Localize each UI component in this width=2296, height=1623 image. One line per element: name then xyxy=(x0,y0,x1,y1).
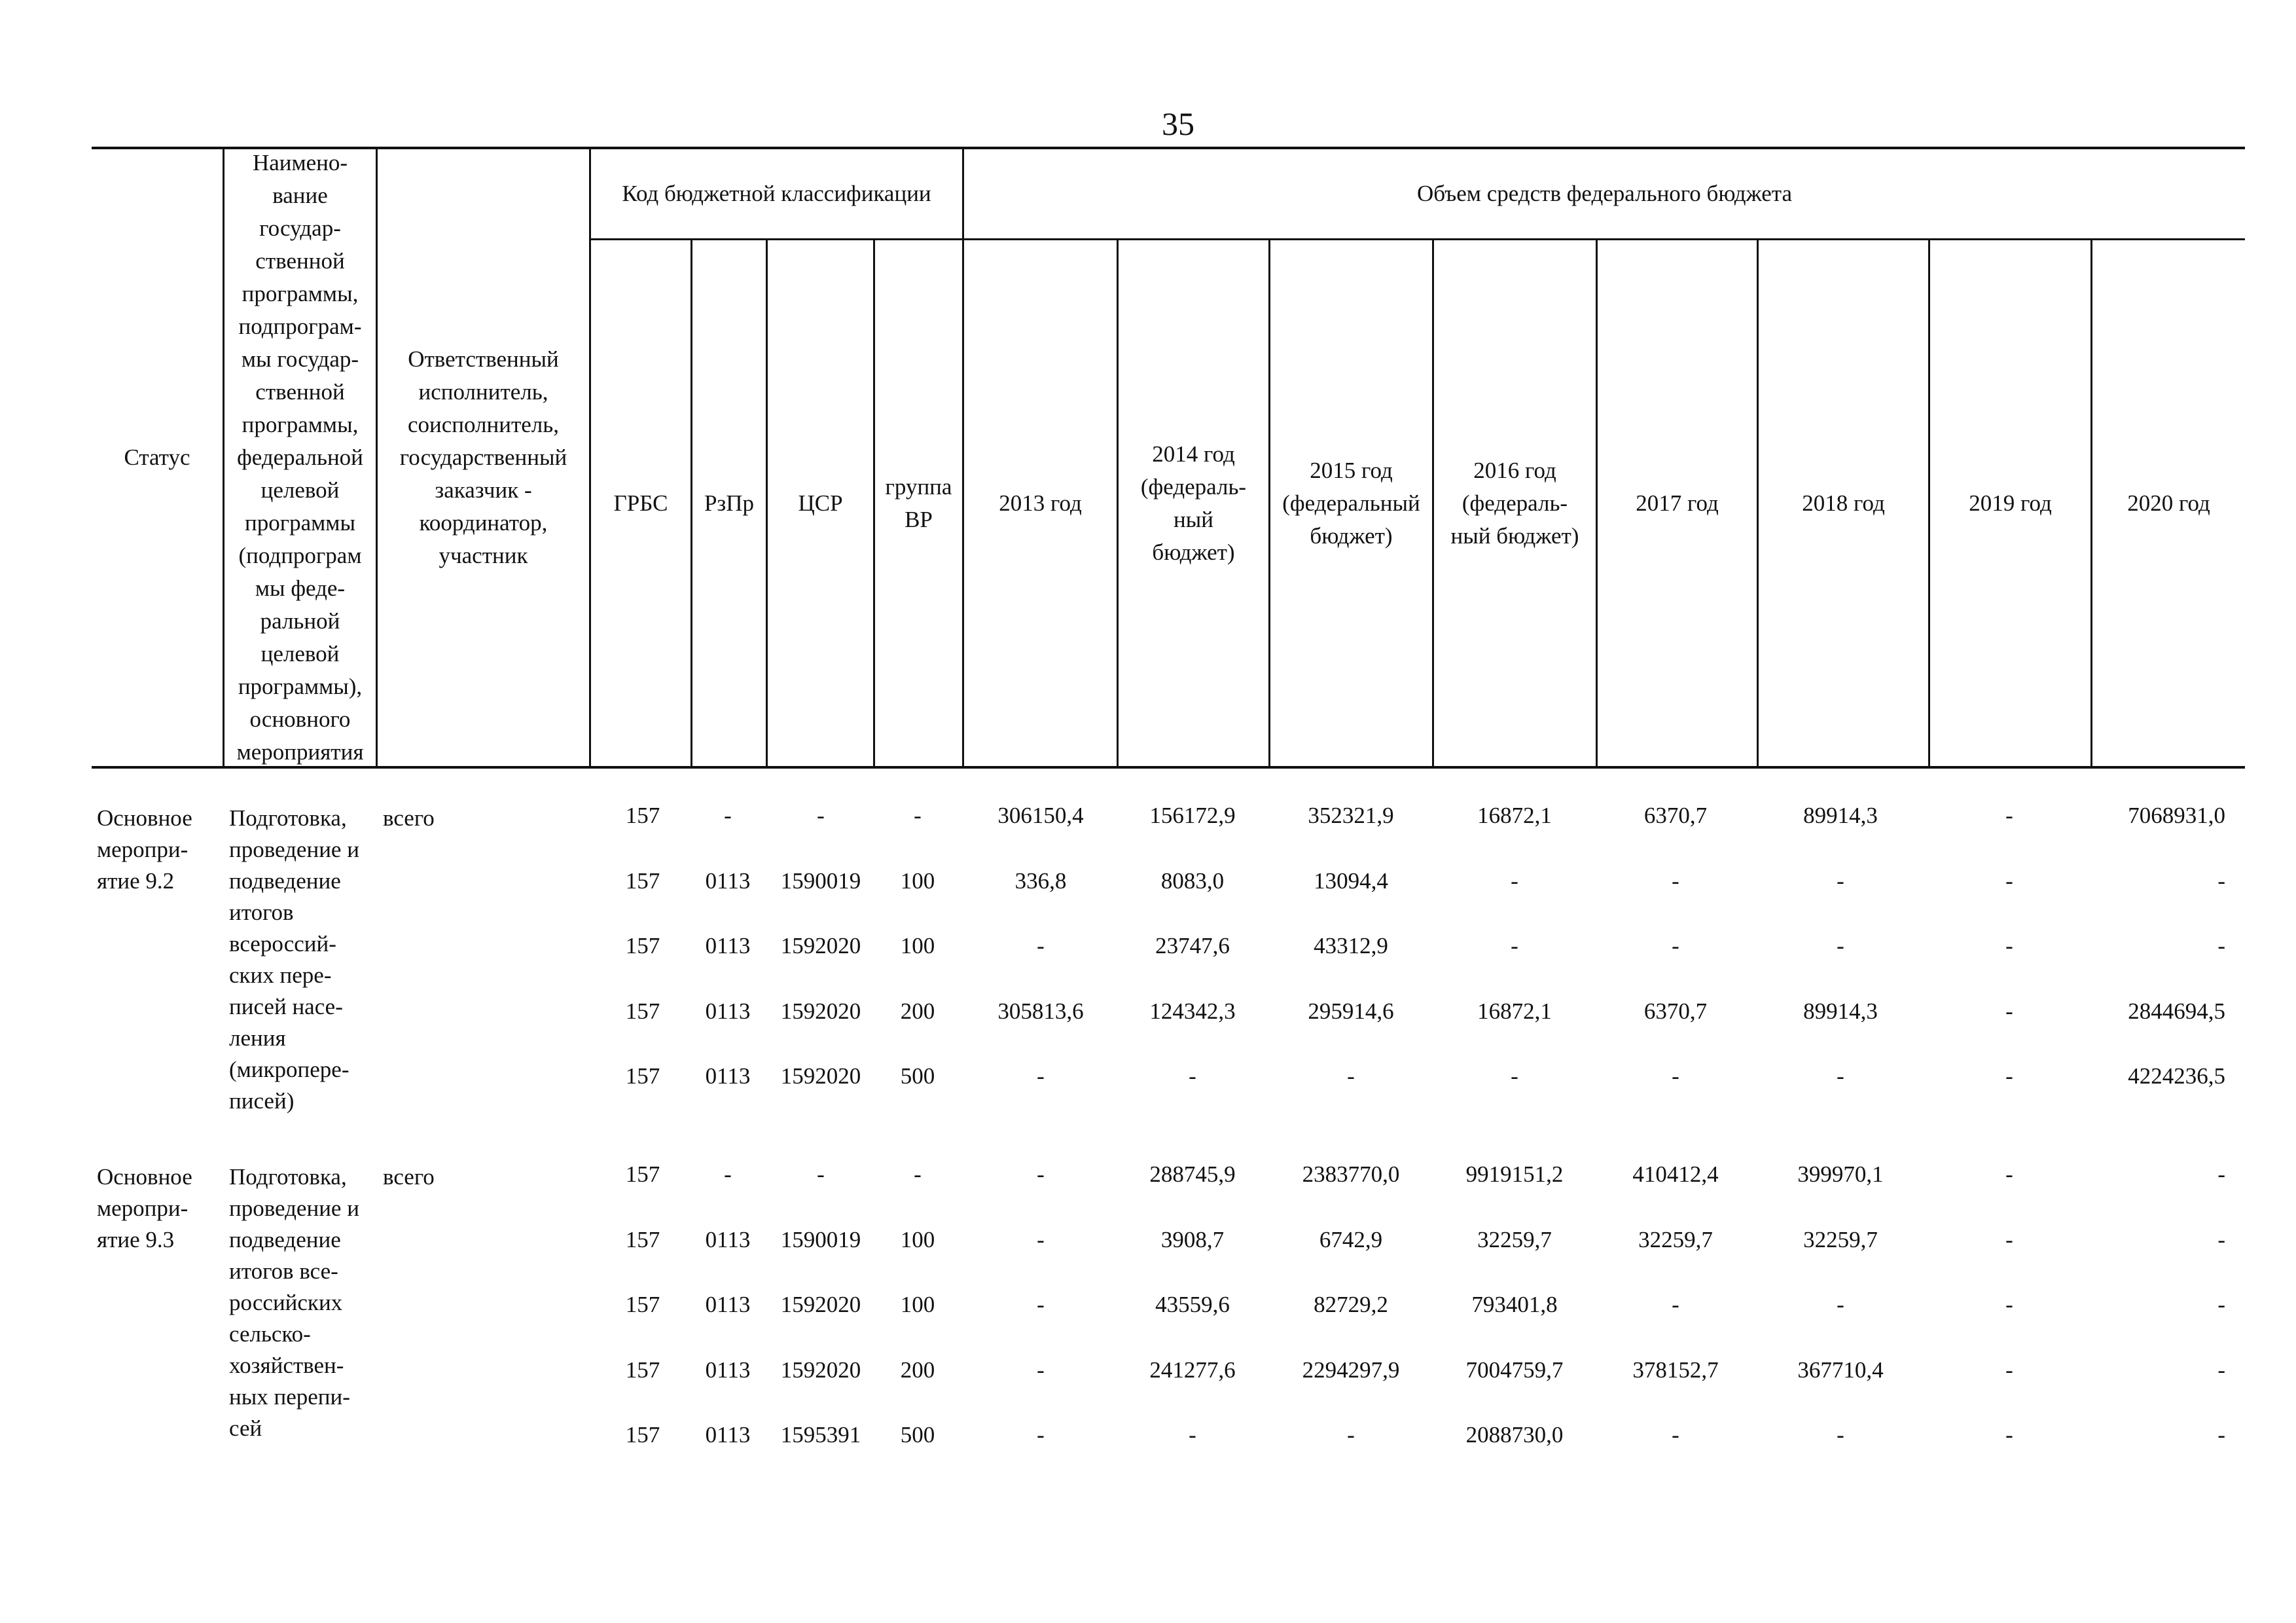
table-cell: - xyxy=(1037,1292,1045,1317)
table-cell: 2088730,0 xyxy=(1465,1422,1564,1448)
table-cell: 157 xyxy=(625,1357,660,1383)
table-cell: 43559,6 xyxy=(1155,1292,1230,1317)
table-cell: 32259,7 xyxy=(1803,1226,1878,1252)
table-cell: 157 xyxy=(625,1292,660,1317)
table-cell: 7004759,7 xyxy=(1465,1357,1564,1383)
table-cell: - xyxy=(2005,933,2013,958)
table-cell: - xyxy=(1037,933,1045,958)
table-cell: 100 xyxy=(900,933,935,958)
table-cell: 1592020 xyxy=(780,1357,861,1383)
header-status: Статус xyxy=(124,445,190,470)
table-cell: 100 xyxy=(900,867,935,894)
block-name: Подготовка, проведение и подведение итогов все- российских сельско- хозяйствен- ных перепи- сей xyxy=(229,1164,359,1441)
table-cell: - xyxy=(724,803,732,828)
table-cell: - xyxy=(2005,867,2013,894)
header-grbs: ГРБС xyxy=(613,490,668,516)
table-cell: 500 xyxy=(900,1063,935,1089)
table-cell: - xyxy=(1511,933,1518,958)
table-cell: 16872,1 xyxy=(1477,998,1552,1024)
table-cell: 0113 xyxy=(705,998,751,1024)
table-cell: 793401,8 xyxy=(1471,1292,1558,1317)
table-cell: 1592020 xyxy=(780,1292,861,1317)
table-cell: - xyxy=(1511,1063,1518,1089)
table-cell: - xyxy=(2217,1161,2225,1187)
table-cell: 124342,3 xyxy=(1149,998,1236,1024)
header-2018: 2018 год xyxy=(1802,490,1885,516)
block-name: Подготовка, проведение и подведение итогов всероссий- ских пере- писей насе- ления (микропере- писей) xyxy=(229,805,359,1114)
table-cell: - xyxy=(1837,1063,1844,1089)
table-cell: 200 xyxy=(900,1357,935,1383)
table-cell: 0113 xyxy=(705,933,751,958)
table-cell: 157 xyxy=(625,867,660,894)
table-cell: 2294297,9 xyxy=(1302,1357,1400,1383)
table-cell: 1592020 xyxy=(780,1063,861,1089)
table-cell: 295914,6 xyxy=(1308,998,1394,1024)
table-cell: 157 xyxy=(625,1161,660,1187)
header-2013: 2013 год xyxy=(999,490,1082,516)
table-cell: 500 xyxy=(900,1422,935,1448)
table-cell: - xyxy=(2005,998,2013,1024)
table-cell: 336,8 xyxy=(1014,867,1067,894)
table-cell: - xyxy=(1837,933,1844,958)
table-cell: - xyxy=(1672,1422,1679,1448)
table-cell: - xyxy=(2005,1226,2013,1252)
table-cell: 0113 xyxy=(705,1063,751,1089)
table-cell: 157 xyxy=(625,933,660,958)
table-cell: 305813,6 xyxy=(997,998,1084,1024)
page-number: 35 xyxy=(1162,105,1194,142)
table-cell: 157 xyxy=(625,1226,660,1252)
table-cell: 0113 xyxy=(705,1226,751,1252)
table-cell: - xyxy=(2217,867,2225,894)
table-cell: 43312,9 xyxy=(1314,933,1388,958)
table-cell: 288745,9 xyxy=(1149,1161,1236,1187)
table-cell: - xyxy=(1037,1226,1045,1252)
table-cell: 3908,7 xyxy=(1160,1226,1225,1252)
header-2016: 2016 год (федераль- ный бюджет) xyxy=(1450,457,1579,549)
table-cell: - xyxy=(914,1161,922,1187)
table-cell: 6370,7 xyxy=(1643,998,1708,1024)
table-cell: - xyxy=(2217,1422,2225,1448)
table-cell: 1595391 xyxy=(780,1422,861,1448)
header-name: Наимено- вание государ- ственной программы, подпрограм- мы государ- ственной программы, федеральной целевой программы (подпрограм мы феде- ральной целевой программы), основного мероприятия xyxy=(236,150,364,765)
header-rzpr: РзПр xyxy=(704,490,755,516)
table-cell: 7068931,0 xyxy=(2128,803,2225,828)
table-cell: 100 xyxy=(900,1292,935,1317)
table-cell: 0113 xyxy=(705,867,751,894)
table-cell: - xyxy=(1837,867,1844,894)
table-cell: - xyxy=(724,1161,732,1187)
table-cell: 410412,4 xyxy=(1632,1161,1719,1187)
table-cell: - xyxy=(817,803,825,828)
table-cell: - xyxy=(1037,1161,1045,1187)
table-cell: 89914,3 xyxy=(1803,803,1878,828)
table-cell: - xyxy=(2005,1063,2013,1089)
table-cell: 89914,3 xyxy=(1803,998,1878,1024)
table-cell: 241277,6 xyxy=(1149,1357,1236,1383)
table-cell: - xyxy=(1837,1422,1844,1448)
table-cell: 1592020 xyxy=(780,933,861,958)
table-cell: 157 xyxy=(625,998,660,1024)
header-code-group: Код бюджетной классификации xyxy=(622,181,931,206)
block-responsible: всего xyxy=(383,1164,435,1190)
table-cell: - xyxy=(2217,1226,2225,1252)
table-cell: - xyxy=(1511,867,1518,894)
table-cell: - xyxy=(2005,803,2013,828)
table-cell: 4224236,5 xyxy=(2128,1063,2225,1089)
table-cell: 1590019 xyxy=(780,1226,861,1252)
table-cell: - xyxy=(1837,1292,1844,1317)
header-vr: группа ВР xyxy=(885,473,952,532)
header-2020: 2020 год xyxy=(2127,490,2210,516)
table-cell: 100 xyxy=(900,1226,935,1252)
table-cell: 0113 xyxy=(705,1292,751,1317)
table-cell: - xyxy=(1189,1422,1196,1448)
table-cell: 2844694,5 xyxy=(2128,998,2225,1024)
table-cell: - xyxy=(1347,1063,1355,1089)
header-2015: 2015 год (федеральный бюджет) xyxy=(1282,457,1420,549)
table-cell: 32259,7 xyxy=(1477,1226,1552,1252)
table-cell: 2383770,0 xyxy=(1302,1161,1400,1187)
block-status: Основное меропри- ятие 9.2 xyxy=(97,805,192,894)
table-cell: - xyxy=(2005,1357,2013,1383)
table-cell: 399970,1 xyxy=(1797,1161,1884,1187)
table-cell: 157 xyxy=(625,1422,660,1448)
table-cell: - xyxy=(1672,867,1679,894)
block-responsible: всего xyxy=(383,805,435,831)
table-cell: 8083,0 xyxy=(1160,867,1225,894)
table-cell: 0113 xyxy=(705,1357,751,1383)
table-cell: - xyxy=(2217,933,2225,958)
table-cell: - xyxy=(1037,1422,1045,1448)
header-responsible: Ответственный исполнитель, соисполнитель, государственный заказчик - координатор, участник xyxy=(399,346,567,568)
table-cell: - xyxy=(1672,1063,1679,1089)
header-bottom-border xyxy=(92,766,2245,769)
table-cell: - xyxy=(1672,933,1679,958)
header-2019: 2019 год xyxy=(1969,490,2052,516)
table-cell: 32259,7 xyxy=(1638,1226,1713,1252)
table-cell: 378152,7 xyxy=(1632,1357,1719,1383)
table-cell: - xyxy=(1037,1357,1045,1383)
table-cell: 23747,6 xyxy=(1155,933,1230,958)
table-cell: 9919151,2 xyxy=(1465,1161,1564,1187)
table-cell: - xyxy=(2217,1292,2225,1317)
table-cell: 200 xyxy=(900,998,935,1024)
table-cell: - xyxy=(1037,1063,1045,1089)
table-cell: - xyxy=(2005,1292,2013,1317)
table-cell: - xyxy=(817,1161,825,1187)
block-status: Основное меропри- ятие 9.3 xyxy=(97,1164,192,1252)
table-cell: 157 xyxy=(625,803,660,828)
table-cell: 82729,2 xyxy=(1314,1292,1388,1317)
table-cell: 157 xyxy=(625,1063,660,1089)
header-volume-group: Объем средств федерального бюджета xyxy=(1416,181,1793,206)
header-2014: 2014 год (федераль- ный бюджет) xyxy=(1140,441,1247,565)
table-cell: - xyxy=(2217,1357,2225,1383)
table-cell: 1590019 xyxy=(780,867,861,894)
table-cell: 0113 xyxy=(705,1422,751,1448)
table-cell: 1592020 xyxy=(780,998,861,1024)
header-csr: ЦСР xyxy=(798,490,843,516)
table-cell: 16872,1 xyxy=(1477,803,1552,828)
header-2017: 2017 год xyxy=(1636,490,1719,516)
table-cell: 6370,7 xyxy=(1643,803,1708,828)
table-cell: - xyxy=(2005,1161,2013,1187)
table-cell: - xyxy=(1672,1292,1679,1317)
table-cell: - xyxy=(1189,1063,1196,1089)
table-cell: 352321,9 xyxy=(1308,803,1394,828)
table-cell: 367710,4 xyxy=(1797,1357,1884,1383)
table-cell: - xyxy=(914,803,922,828)
table-cell: - xyxy=(1347,1422,1355,1448)
table-cell: 6742,9 xyxy=(1319,1226,1383,1252)
table-cell: 306150,4 xyxy=(997,803,1084,828)
table-cell: - xyxy=(2005,1422,2013,1448)
table-cell: 156172,9 xyxy=(1149,803,1236,828)
table-cell: 13094,4 xyxy=(1314,867,1388,894)
